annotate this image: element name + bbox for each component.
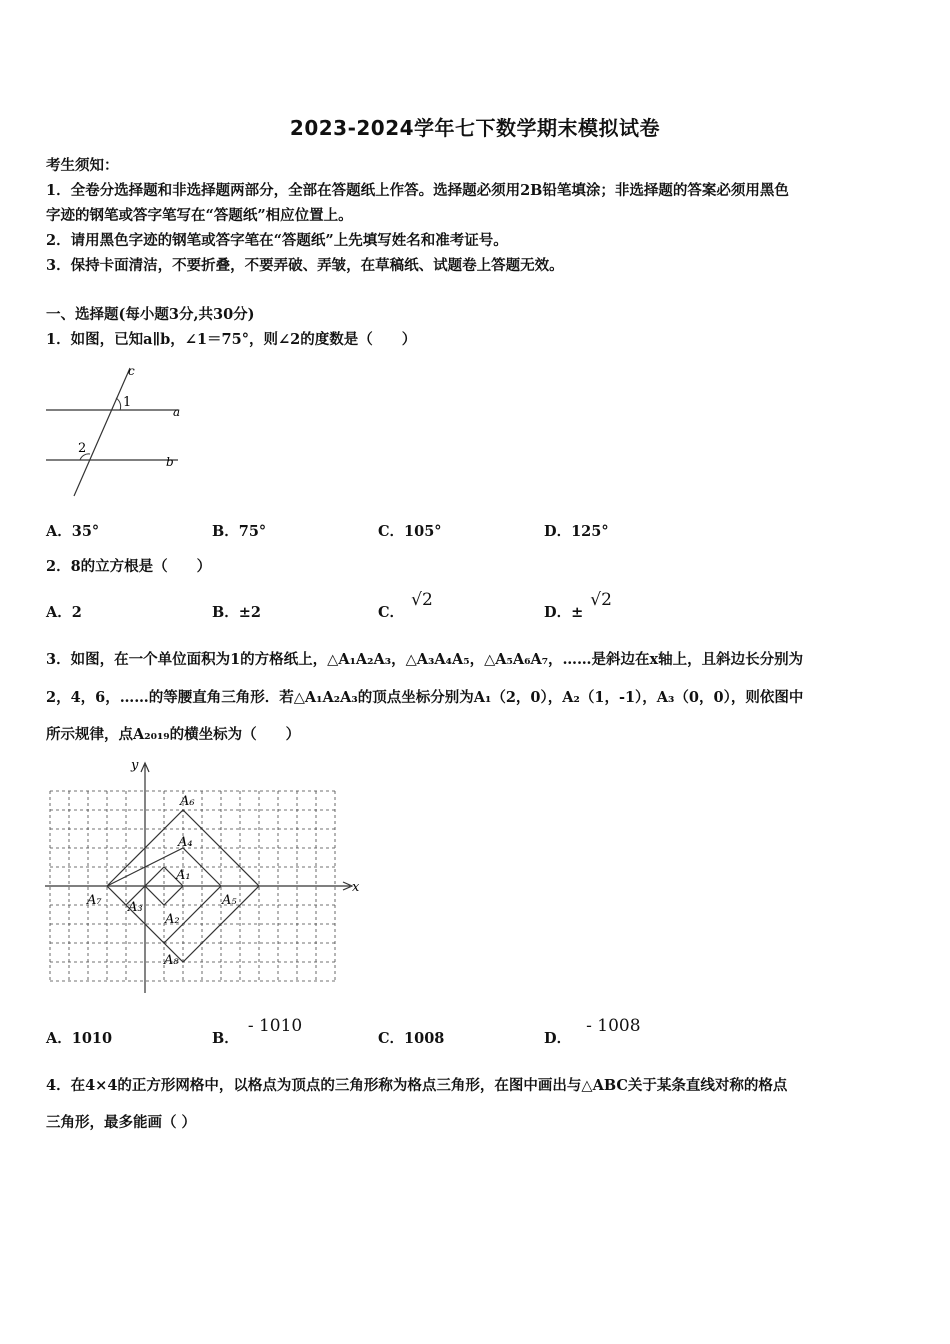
q2-option-b[interactable]: B．±2 — [212, 604, 261, 621]
q3-option-d-label: D． — [544, 1030, 572, 1047]
q1-figure — [40, 360, 190, 500]
q3-option-b[interactable] — [212, 1016, 303, 1048]
notice-item-2: 2．请用黑色字迹的钢笔或答字笔在“答题纸”上先填写姓名和准考证号。 — [46, 232, 508, 249]
q2-option-a[interactable]: A．2 — [46, 604, 82, 621]
q1-option-d[interactable]: D．125° — [544, 523, 609, 540]
q2-option-d-label: D．± — [544, 604, 584, 621]
label-A7: A₇ — [87, 893, 102, 908]
label-angle-2: 2 — [78, 441, 87, 456]
q2-option-c-value: √2 — [411, 590, 433, 610]
q3-option-c[interactable]: C．1008 — [378, 1030, 445, 1047]
label-A5: A₅ — [222, 893, 237, 908]
section-heading: 一、选择题(每小题3分,共30分) — [46, 306, 255, 323]
q3-option-d[interactable] — [544, 1016, 641, 1048]
label-angle-1: 1 — [123, 395, 132, 410]
label-A4: A₄ — [178, 835, 193, 850]
label-c: c — [128, 364, 135, 378]
label-y: y — [131, 758, 139, 773]
q3-option-d-value: - 1008 — [586, 1016, 641, 1036]
label-A2: A₂ — [165, 912, 180, 927]
q1-option-a[interactable]: A．35° — [46, 523, 100, 540]
label-A3: A₃ — [128, 900, 143, 915]
label-A6: A₆ — [180, 794, 195, 809]
label-A1: A₁ — [176, 868, 191, 883]
q3-line-1: 3．如图，在一个单位面积为1的方格纸上，△A₁A₂A₃，△A₃A₄A₅，△A₅A₆A₇，……是斜边在x轴上，且斜边长分别为 — [46, 651, 804, 668]
line-c — [74, 368, 130, 496]
q3-option-b-value: - 1010 — [247, 1016, 303, 1036]
q1-option-c[interactable]: C．105° — [378, 523, 442, 540]
q4-line-1: 4．在4×4的正方形网格中，以格点为顶点的三角形称为格点三角形，在图中画出与△ABC关于某条直线对称的格点 — [46, 1077, 788, 1094]
q2-option-c[interactable] — [378, 590, 433, 622]
q1-option-b[interactable]: B．75° — [212, 523, 267, 540]
q3-option-b-label: B． — [212, 1030, 239, 1047]
q4-line-2: 三角形，最多能画（ ） — [46, 1114, 197, 1131]
q2-option-d-value: √2 — [590, 590, 612, 610]
q1-stem: 1．如图，已知a∥b，∠1＝75°，则∠2的度数是（ ） — [46, 331, 417, 348]
q2-option-d[interactable] — [544, 590, 612, 622]
notice-heading: 考生须知： — [46, 157, 119, 174]
notice-item-1-line-1: 1．全卷分选择题和非选择题两部分，全部在答题纸上作答。选择题必须用2B铅笔填涂；非选择题的答案必须用黑色 — [46, 182, 789, 199]
q3-line-3: 所示规律，点A₂₀₁₉的横坐标为（ ） — [46, 726, 301, 743]
label-b: b — [166, 455, 174, 469]
page-title: 2023-2024学年七下数学期末模拟试卷 — [289, 116, 661, 140]
label-a: a — [173, 405, 181, 419]
label-A8: A₈ — [164, 953, 179, 968]
q3-line-2: 2，4，6，……的等腰直角三角形．若△A₁A₂A₃的顶点坐标分别为A₁（2，0），A₂（1，-1），A₃（0，0），则依图中 — [46, 689, 804, 706]
notice-item-3: 3．保持卡面清洁，不要折叠，不要弄破、弄皱，在草稿纸、试题卷上答题无效。 — [46, 257, 564, 274]
q2-option-c-label: C． — [378, 604, 405, 621]
q3-grid-figure — [40, 755, 370, 1000]
notice-item-1-line-2: 字迹的钢笔或答字笔写在“答题纸”相应位置上。 — [46, 207, 353, 224]
label-x: x — [352, 880, 360, 895]
q2-stem: 2．8的立方根是（ ） — [46, 558, 212, 575]
q3-option-a[interactable]: A．1010 — [46, 1030, 113, 1047]
